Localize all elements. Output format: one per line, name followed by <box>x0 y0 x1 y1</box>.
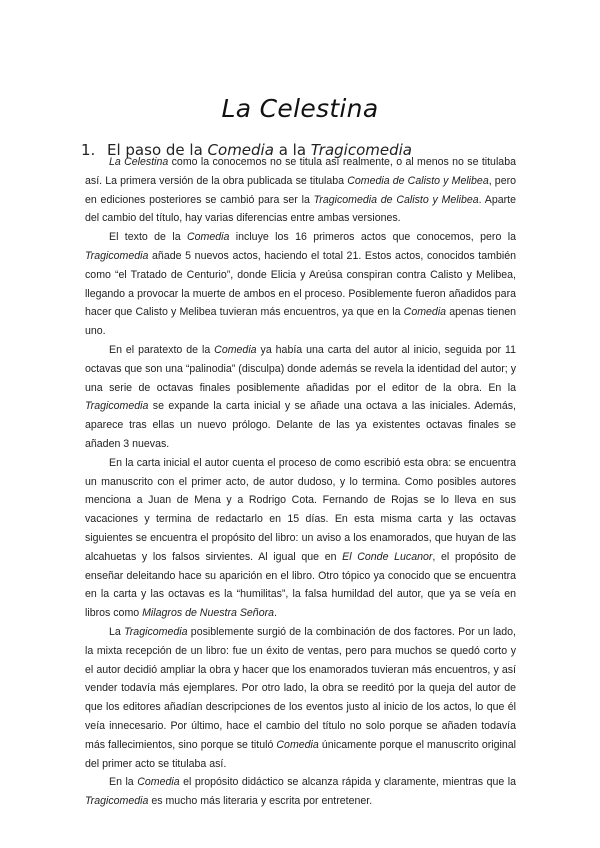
text-run: El texto de la <box>109 231 187 244</box>
heading-italic-1: Comedia <box>207 141 274 160</box>
italic-term: Comedia de Calisto y Melibea <box>347 174 489 187</box>
text-run: añade 5 nuevos actos, haciendo el total 21. Estos actos, conocidos también como “el Tratado de Centurio”, donde Elicia y Areúsa conspiran contra Calisto y Melibea, llegando a provocar la muerte de ambos en el proceso. Posiblemente fueron añadidos para hacer que Calisto y Melibea tuvieran más encuentros, ya que en la <box>85 249 516 319</box>
section-number: 1. <box>81 141 96 160</box>
document-title: La Celestina <box>221 93 379 123</box>
text-run: , el propósito de enseñar deleitando hace su aparición en el libro. Otro tópico ya conocido que se encuentra en la carta y las octavas es la “humilitas”, la falsa humildad del autor, que ya se veía en libros como <box>85 550 516 620</box>
text-run: como la conocemos no se titula así realmente, o al menos no se titulaba así. La primera versión de la obra publicada se titulaba <box>85 156 516 187</box>
section-body <box>85 153 516 811</box>
italic-term: Milagros de Nuestra Señora <box>142 607 275 620</box>
italic-term: Comedia <box>276 738 319 751</box>
text-run: En el paratexto de la <box>109 343 215 356</box>
text-run: es mucho más literaria y escrita por entretener. <box>148 795 373 808</box>
text-run: En la <box>109 776 138 789</box>
heading-italic-2: Tragicomedia <box>310 141 412 160</box>
text-run: se expande la carta inicial y se añade una octava a las iniciales. Además, aparece tras ellas un nuevo prólogo. Delante de las ya existentes octavas finales se añaden 3 nuevas. <box>85 400 516 450</box>
italic-term: Comedia <box>403 306 447 319</box>
text-run: únicamente porque el manuscrito original del primer acto se titulaba así. <box>85 738 517 770</box>
paragraph-4 <box>85 454 516 623</box>
heading-text-1: El paso de la <box>107 141 208 160</box>
italic-term: Tragicomedia <box>85 249 149 262</box>
italic-term: Comedia <box>214 343 257 356</box>
italic-term: Comedia <box>186 231 230 244</box>
italic-term: Tragicomedia <box>85 400 149 413</box>
text-run: incluye los 16 primeros actos que conocemos, pero la <box>229 231 516 244</box>
italic-term: Comedia <box>137 776 180 789</box>
paragraph-1 <box>85 153 516 228</box>
paragraph-5 <box>85 623 516 773</box>
text-run: , pero en ediciones posteriores se cambió para ser la <box>85 174 517 206</box>
italic-term: Tragicomedia de Calisto y Melibea <box>313 193 479 206</box>
italic-term: Tragicomedia <box>85 795 149 808</box>
text-run: apenas tienen uno. <box>85 306 516 338</box>
italic-term: Tragicomedia <box>124 625 188 638</box>
text-run: La <box>109 625 125 638</box>
text-run: . Aparte del cambio del título, hay varias diferencias entre ambas versiones. <box>85 193 517 225</box>
paragraph-2 <box>85 228 516 341</box>
paragraph-3 <box>85 341 516 454</box>
italic-term: La Celestina <box>109 156 169 168</box>
text-run: En la carta inicial el autor cuenta el proceso de como escribió esta obra: se encuentra un manuscrito con el primer acto, de autor dudoso, y lo termina. Como posibles autores menciona a Juan de Mena y a Rodrigo Cota. Fernando de Rojas se lo lleva en sus vacaciones y termina de redactarlo en 15 días. En esta misma carta y las octavas siguientes se encuentra el propósito del libro: un aviso a los enamorados, que huyan de las alcahuetas y los falsos sirvientes. Al igual que en <box>85 456 516 563</box>
text-run: . <box>274 607 277 620</box>
text-run: posiblemente surgió de la combinación de dos factores. Por un lado, la mixta recepción de un libro: fue un éxito de ventas, pero para muchos se quedó corto y el autor decidió ampliar la obra y hacer que los enamorados tuvieran más encuentros, y así vender todavía más ejemplares. Por otro lado, la obra se reeditó por la queja del autor de que los editores añadían descripciones de los eventos justo al inicio de los actos, lo que él veía innecesario. Por último, hace el cambio del título no solo porque se añaden todavía más fallecimientos, sino porque se tituló <box>85 625 516 751</box>
heading-text-2: a la <box>273 141 311 160</box>
paragraph-6 <box>85 773 516 811</box>
text-run: el propósito didáctico se alcanza rápida y claramente, mientras que la <box>179 776 517 789</box>
text-run: ya había una carta del autor al inicio, seguida por 11 octavas que son una “palinodia” (disculpa) donde además se revela la identidad del autor; y una serie de octavas finales posiblemente añadidas por el editor de la obra. En la <box>85 343 516 394</box>
italic-term: El Conde Lucanor <box>342 550 433 563</box>
